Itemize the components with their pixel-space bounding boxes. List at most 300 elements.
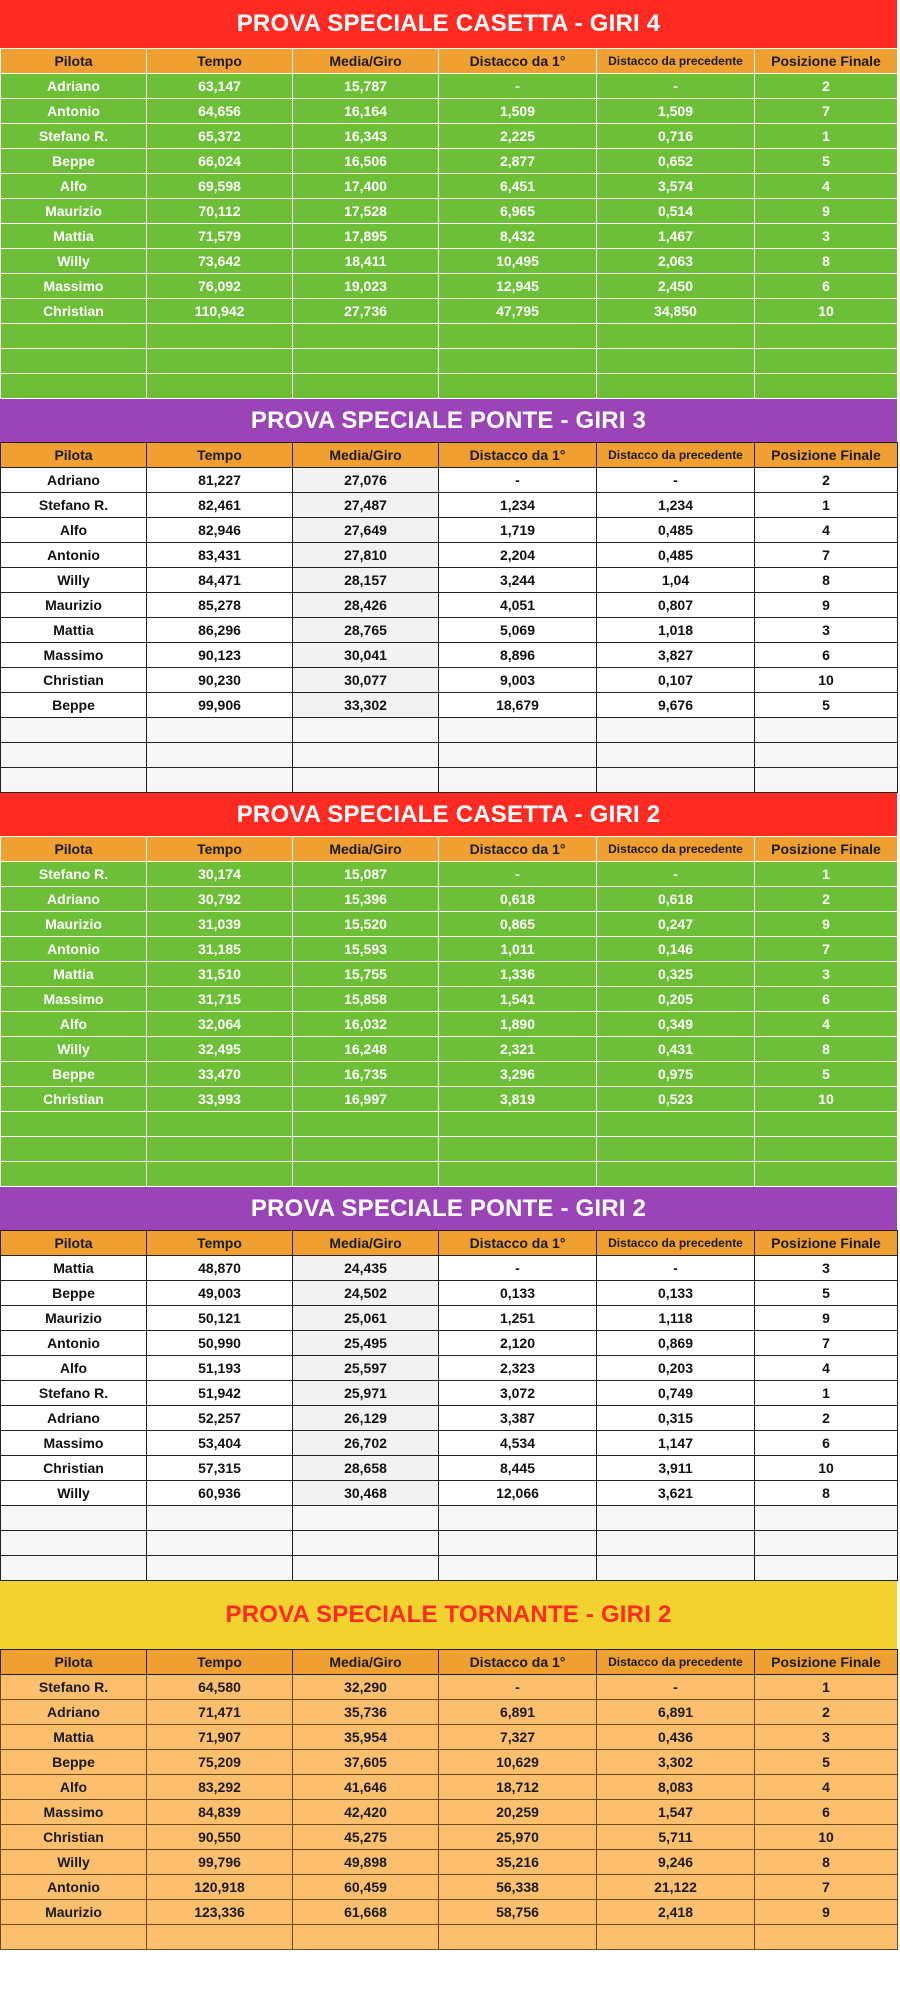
cell-posizione-finale: 3 xyxy=(755,962,898,987)
cell-tempo: 70,112 xyxy=(147,199,293,224)
column-header-distacco-precedente: Distacco da precedente xyxy=(597,1650,755,1675)
cell-tempo: 50,990 xyxy=(147,1331,293,1356)
cell-posizione-finale: 4 xyxy=(755,1356,898,1381)
column-header-media-giro: Media/Giro xyxy=(293,837,439,862)
cell-media-giro: 26,702 xyxy=(293,1431,439,1456)
cell-tempo: 123,336 xyxy=(147,1900,293,1925)
cell-distacco-primo: 5,069 xyxy=(439,618,597,643)
cell-distacco-primo: 2,321 xyxy=(439,1037,597,1062)
cell-distacco-precedente: 0,975 xyxy=(597,1062,755,1087)
cell-posizione-finale: 4 xyxy=(755,1775,898,1800)
empty-cell xyxy=(293,743,439,768)
cell-posizione-finale: 8 xyxy=(755,1037,898,1062)
cell-media-giro: 35,954 xyxy=(293,1725,439,1750)
cell-distacco-precedente: 0,349 xyxy=(597,1012,755,1037)
cell-posizione-finale: 6 xyxy=(755,274,898,299)
empty-cell xyxy=(597,349,755,374)
cell-posizione-finale: 3 xyxy=(755,618,898,643)
cell-distacco-precedente: 0,247 xyxy=(597,912,755,937)
cell-media-giro: 30,468 xyxy=(293,1481,439,1506)
empty-cell xyxy=(439,1531,597,1556)
cell-distacco-precedente: 1,509 xyxy=(597,99,755,124)
cell-distacco-precedente: 0,107 xyxy=(597,668,755,693)
table-row xyxy=(1,74,898,99)
table-row xyxy=(1,937,898,962)
column-header-pilota: Pilota xyxy=(1,443,147,468)
cell-distacco-primo: 2,120 xyxy=(439,1331,597,1356)
cell-posizione-finale: 3 xyxy=(755,1725,898,1750)
cell-posizione-finale: 1 xyxy=(755,1381,898,1406)
cell-pilota: Alfo xyxy=(1,518,147,543)
table-row xyxy=(1,1306,898,1331)
table-row xyxy=(1,1381,898,1406)
column-header-posizione-finale: Posizione Finale xyxy=(755,1231,898,1256)
empty-cell xyxy=(439,374,597,399)
cell-tempo: 81,227 xyxy=(147,468,293,493)
table-row xyxy=(1,149,898,174)
cell-tempo: 110,942 xyxy=(147,299,293,324)
cell-media-giro: 15,858 xyxy=(293,987,439,1012)
cell-media-giro: 16,248 xyxy=(293,1037,439,1062)
column-header-media-giro: Media/Giro xyxy=(293,1650,439,1675)
cell-posizione-finale: 8 xyxy=(755,1481,898,1506)
cell-distacco-primo: 2,204 xyxy=(439,543,597,568)
stage-section xyxy=(0,1581,900,1950)
column-header-pilota: Pilota xyxy=(1,837,147,862)
cell-distacco-primo: 2,225 xyxy=(439,124,597,149)
column-header-pilota: Pilota xyxy=(1,1650,147,1675)
column-header-posizione-finale: Posizione Finale xyxy=(755,49,898,74)
cell-posizione-finale: 9 xyxy=(755,912,898,937)
cell-distacco-primo: 4,534 xyxy=(439,1431,597,1456)
empty-cell xyxy=(597,743,755,768)
stage-section xyxy=(0,793,900,1187)
column-header-posizione-finale: Posizione Finale xyxy=(755,443,898,468)
column-header-media-giro: Media/Giro xyxy=(293,443,439,468)
cell-tempo: 33,470 xyxy=(147,1062,293,1087)
empty-row xyxy=(1,718,898,743)
stage-title: PROVA SPECIALE CASETTA - GIRI 2 xyxy=(0,793,897,836)
cell-pilota: Massimo xyxy=(1,274,147,299)
cell-tempo: 50,121 xyxy=(147,1306,293,1331)
empty-row xyxy=(1,324,898,349)
empty-cell xyxy=(1,1556,147,1581)
table-row xyxy=(1,124,898,149)
cell-posizione-finale: 10 xyxy=(755,1825,898,1850)
cell-posizione-finale: 1 xyxy=(755,493,898,518)
cell-media-giro: 60,459 xyxy=(293,1875,439,1900)
cell-posizione-finale: 5 xyxy=(755,1750,898,1775)
cell-distacco-primo: 56,338 xyxy=(439,1875,597,1900)
empty-cell xyxy=(439,743,597,768)
cell-posizione-finale: 4 xyxy=(755,174,898,199)
cell-posizione-finale: 5 xyxy=(755,1062,898,1087)
cell-media-giro: 27,736 xyxy=(293,299,439,324)
cell-posizione-finale: 10 xyxy=(755,1456,898,1481)
cell-pilota: Willy xyxy=(1,249,147,274)
cell-distacco-primo: 3,819 xyxy=(439,1087,597,1112)
empty-cell xyxy=(147,1137,293,1162)
cell-pilota: Stefano R. xyxy=(1,493,147,518)
cell-pilota: Antonio xyxy=(1,99,147,124)
cell-media-giro: 26,129 xyxy=(293,1406,439,1431)
cell-distacco-precedente: 0,485 xyxy=(597,543,755,568)
cell-media-giro: 15,755 xyxy=(293,962,439,987)
cell-distacco-primo: 0,133 xyxy=(439,1281,597,1306)
cell-distacco-precedente: 2,450 xyxy=(597,274,755,299)
cell-posizione-finale: 7 xyxy=(755,937,898,962)
cell-distacco-precedente: 0,205 xyxy=(597,987,755,1012)
cell-pilota: Maurizio xyxy=(1,199,147,224)
cell-posizione-finale: 8 xyxy=(755,1850,898,1875)
cell-distacco-primo: 3,244 xyxy=(439,568,597,593)
table-row xyxy=(1,1087,898,1112)
empty-cell xyxy=(1,374,147,399)
cell-pilota: Beppe xyxy=(1,149,147,174)
table-row xyxy=(1,1675,898,1700)
stage-section xyxy=(0,1187,900,1581)
cell-pilota: Christian xyxy=(1,1456,147,1481)
empty-cell xyxy=(755,768,898,793)
cell-posizione-finale: 10 xyxy=(755,299,898,324)
table-row xyxy=(1,1256,898,1281)
empty-row xyxy=(1,374,898,399)
empty-cell xyxy=(597,324,755,349)
cell-distacco-primo: 35,216 xyxy=(439,1850,597,1875)
cell-posizione-finale: 7 xyxy=(755,543,898,568)
empty-cell xyxy=(147,1531,293,1556)
results-table xyxy=(0,442,898,793)
table-row xyxy=(1,99,898,124)
cell-media-giro: 42,420 xyxy=(293,1800,439,1825)
cell-media-giro: 25,971 xyxy=(293,1381,439,1406)
table-row xyxy=(1,643,898,668)
cell-distacco-precedente: 0,133 xyxy=(597,1281,755,1306)
cell-media-giro: 45,275 xyxy=(293,1825,439,1850)
empty-cell xyxy=(755,1162,898,1187)
cell-media-giro: 28,658 xyxy=(293,1456,439,1481)
cell-tempo: 82,946 xyxy=(147,518,293,543)
empty-cell xyxy=(293,768,439,793)
cell-media-giro: 41,646 xyxy=(293,1775,439,1800)
cell-media-giro: 25,495 xyxy=(293,1331,439,1356)
cell-posizione-finale: 2 xyxy=(755,1406,898,1431)
empty-cell xyxy=(293,349,439,374)
cell-distacco-precedente: - xyxy=(597,1675,755,1700)
cell-distacco-precedente: 3,827 xyxy=(597,643,755,668)
empty-cell xyxy=(1,349,147,374)
cell-pilota: Willy xyxy=(1,1850,147,1875)
cell-tempo: 66,024 xyxy=(147,149,293,174)
cell-distacco-primo: 6,451 xyxy=(439,174,597,199)
cell-distacco-primo: 9,003 xyxy=(439,668,597,693)
cell-pilota: Beppe xyxy=(1,1281,147,1306)
cell-media-giro: 16,164 xyxy=(293,99,439,124)
cell-posizione-finale: 7 xyxy=(755,1875,898,1900)
cell-distacco-primo: 3,296 xyxy=(439,1062,597,1087)
cell-media-giro: 49,898 xyxy=(293,1850,439,1875)
cell-media-giro: 16,997 xyxy=(293,1087,439,1112)
empty-cell xyxy=(597,1162,755,1187)
cell-distacco-precedente: 3,574 xyxy=(597,174,755,199)
results-table xyxy=(0,1649,898,1950)
cell-pilota: Maurizio xyxy=(1,593,147,618)
cell-distacco-primo: 1,890 xyxy=(439,1012,597,1037)
column-header-distacco-precedente: Distacco da precedente xyxy=(597,837,755,862)
empty-cell xyxy=(1,718,147,743)
empty-cell xyxy=(293,1112,439,1137)
table-row xyxy=(1,862,898,887)
table-row xyxy=(1,199,898,224)
empty-row xyxy=(1,1162,898,1187)
cell-distacco-primo: 6,891 xyxy=(439,1700,597,1725)
cell-distacco-precedente: 0,146 xyxy=(597,937,755,962)
table-row xyxy=(1,693,898,718)
cell-distacco-precedente: 1,04 xyxy=(597,568,755,593)
empty-cell xyxy=(597,1112,755,1137)
empty-cell xyxy=(1,1162,147,1187)
column-header-distacco-precedente: Distacco da precedente xyxy=(597,49,755,74)
cell-media-giro: 15,520 xyxy=(293,912,439,937)
empty-cell xyxy=(293,1556,439,1581)
cell-tempo: 90,123 xyxy=(147,643,293,668)
cell-distacco-primo: 7,327 xyxy=(439,1725,597,1750)
cell-tempo: 31,039 xyxy=(147,912,293,937)
table-row xyxy=(1,224,898,249)
cell-pilota: Willy xyxy=(1,1481,147,1506)
cell-media-giro: 17,895 xyxy=(293,224,439,249)
cell-pilota: Antonio xyxy=(1,543,147,568)
results-table xyxy=(0,836,898,1187)
cell-tempo: 49,003 xyxy=(147,1281,293,1306)
cell-pilota: Mattia xyxy=(1,1725,147,1750)
cell-posizione-finale: 1 xyxy=(755,1675,898,1700)
empty-cell xyxy=(439,1137,597,1162)
empty-cell xyxy=(147,349,293,374)
cell-pilota: Stefano R. xyxy=(1,862,147,887)
cell-distacco-precedente: 0,869 xyxy=(597,1331,755,1356)
table-row xyxy=(1,1800,898,1825)
empty-row xyxy=(1,1531,898,1556)
cell-tempo: 65,372 xyxy=(147,124,293,149)
column-header-distacco-primo: Distacco da 1° xyxy=(439,443,597,468)
column-header-media-giro: Media/Giro xyxy=(293,1231,439,1256)
cell-tempo: 32,495 xyxy=(147,1037,293,1062)
empty-cell xyxy=(439,768,597,793)
empty-row xyxy=(1,349,898,374)
cell-media-giro: 27,076 xyxy=(293,468,439,493)
cell-posizione-finale: 9 xyxy=(755,199,898,224)
cell-pilota: Beppe xyxy=(1,1062,147,1087)
cell-distacco-primo: 1,234 xyxy=(439,493,597,518)
cell-distacco-precedente: 9,246 xyxy=(597,1850,755,1875)
cell-media-giro: 32,290 xyxy=(293,1675,439,1700)
cell-tempo: 82,461 xyxy=(147,493,293,518)
column-header-distacco-primo: Distacco da 1° xyxy=(439,1650,597,1675)
cell-posizione-finale: 1 xyxy=(755,124,898,149)
cell-tempo: 71,471 xyxy=(147,1700,293,1725)
cell-pilota: Antonio xyxy=(1,1331,147,1356)
cell-posizione-finale: 2 xyxy=(755,74,898,99)
column-header-pilota: Pilota xyxy=(1,49,147,74)
cell-distacco-primo: 1,336 xyxy=(439,962,597,987)
cell-posizione-finale: 9 xyxy=(755,1306,898,1331)
cell-pilota: Christian xyxy=(1,1825,147,1850)
cell-posizione-finale: 9 xyxy=(755,593,898,618)
cell-pilota: Stefano R. xyxy=(1,124,147,149)
cell-posizione-finale: 2 xyxy=(755,1700,898,1725)
empty-cell xyxy=(147,718,293,743)
empty-cell xyxy=(755,743,898,768)
cell-distacco-precedente: 0,485 xyxy=(597,518,755,543)
column-header-posizione-finale: Posizione Finale xyxy=(755,837,898,862)
empty-cell xyxy=(1,1137,147,1162)
table-row xyxy=(1,543,898,568)
cell-distacco-precedente: 0,618 xyxy=(597,887,755,912)
cell-distacco-primo: 1,011 xyxy=(439,937,597,962)
empty-cell xyxy=(293,324,439,349)
empty-cell xyxy=(293,1506,439,1531)
table-row xyxy=(1,987,898,1012)
cell-distacco-primo: 25,970 xyxy=(439,1825,597,1850)
table-row xyxy=(1,1037,898,1062)
cell-tempo: 83,431 xyxy=(147,543,293,568)
cell-media-giro: 24,502 xyxy=(293,1281,439,1306)
cell-posizione-finale: 4 xyxy=(755,518,898,543)
cell-distacco-precedente: - xyxy=(597,74,755,99)
cell-distacco-primo: 1,719 xyxy=(439,518,597,543)
table-row xyxy=(1,1725,898,1750)
empty-cell xyxy=(1,1925,147,1950)
cell-posizione-finale: 5 xyxy=(755,149,898,174)
cell-tempo: 30,792 xyxy=(147,887,293,912)
column-header-distacco-primo: Distacco da 1° xyxy=(439,49,597,74)
cell-pilota: Stefano R. xyxy=(1,1675,147,1700)
table-row xyxy=(1,1875,898,1900)
cell-media-giro: 19,023 xyxy=(293,274,439,299)
table-row xyxy=(1,299,898,324)
column-header-tempo: Tempo xyxy=(147,49,293,74)
empty-row xyxy=(1,768,898,793)
cell-tempo: 86,296 xyxy=(147,618,293,643)
cell-distacco-precedente: 0,325 xyxy=(597,962,755,987)
cell-distacco-primo: 12,066 xyxy=(439,1481,597,1506)
cell-distacco-primo: 47,795 xyxy=(439,299,597,324)
column-header-tempo: Tempo xyxy=(147,443,293,468)
cell-distacco-primo: 1,251 xyxy=(439,1306,597,1331)
cell-pilota: Christian xyxy=(1,668,147,693)
table-row xyxy=(1,1481,898,1506)
empty-cell xyxy=(1,1112,147,1137)
column-header-tempo: Tempo xyxy=(147,837,293,862)
table-row xyxy=(1,1900,898,1925)
cell-tempo: 31,715 xyxy=(147,987,293,1012)
cell-media-giro: 37,605 xyxy=(293,1750,439,1775)
empty-cell xyxy=(147,1506,293,1531)
table-row xyxy=(1,1012,898,1037)
cell-distacco-primo: 18,679 xyxy=(439,693,597,718)
table-row xyxy=(1,1281,898,1306)
table-row xyxy=(1,1850,898,1875)
empty-cell xyxy=(1,743,147,768)
column-header-posizione-finale: Posizione Finale xyxy=(755,1650,898,1675)
empty-cell xyxy=(597,1137,755,1162)
cell-tempo: 51,193 xyxy=(147,1356,293,1381)
empty-cell xyxy=(597,374,755,399)
cell-distacco-precedente: 1,147 xyxy=(597,1431,755,1456)
cell-distacco-primo: - xyxy=(439,862,597,887)
cell-media-giro: 16,032 xyxy=(293,1012,439,1037)
cell-pilota: Beppe xyxy=(1,1750,147,1775)
cell-pilota: Mattia xyxy=(1,224,147,249)
cell-distacco-precedente: 0,514 xyxy=(597,199,755,224)
cell-distacco-primo: 2,323 xyxy=(439,1356,597,1381)
table-row xyxy=(1,1356,898,1381)
cell-distacco-precedente: 9,676 xyxy=(597,693,755,718)
stage-title: PROVA SPECIALE TORNANTE - GIRI 2 xyxy=(0,1581,897,1649)
cell-distacco-primo: 8,445 xyxy=(439,1456,597,1481)
cell-tempo: 63,147 xyxy=(147,74,293,99)
cell-media-giro: 27,487 xyxy=(293,493,439,518)
cell-distacco-precedente: 0,315 xyxy=(597,1406,755,1431)
empty-cell xyxy=(1,1506,147,1531)
empty-cell xyxy=(439,1506,597,1531)
empty-row xyxy=(1,1506,898,1531)
stage-title: PROVA SPECIALE PONTE - GIRI 2 xyxy=(0,1187,897,1230)
cell-distacco-precedente: 1,234 xyxy=(597,493,755,518)
empty-cell xyxy=(755,324,898,349)
cell-distacco-primo: 1,541 xyxy=(439,987,597,1012)
cell-pilota: Alfo xyxy=(1,1775,147,1800)
cell-tempo: 76,092 xyxy=(147,274,293,299)
cell-media-giro: 28,765 xyxy=(293,618,439,643)
table-row xyxy=(1,518,898,543)
cell-tempo: 32,064 xyxy=(147,1012,293,1037)
cell-tempo: 71,907 xyxy=(147,1725,293,1750)
cell-media-giro: 16,343 xyxy=(293,124,439,149)
cell-posizione-finale: 5 xyxy=(755,693,898,718)
cell-pilota: Willy xyxy=(1,568,147,593)
empty-cell xyxy=(755,349,898,374)
cell-distacco-precedente: 6,891 xyxy=(597,1700,755,1725)
empty-cell xyxy=(597,1506,755,1531)
cell-pilota: Christian xyxy=(1,1087,147,1112)
cell-distacco-primo: 58,756 xyxy=(439,1900,597,1925)
cell-distacco-primo: 0,865 xyxy=(439,912,597,937)
cell-tempo: 90,230 xyxy=(147,668,293,693)
cell-distacco-primo: 0,618 xyxy=(439,887,597,912)
cell-tempo: 64,656 xyxy=(147,99,293,124)
table-row xyxy=(1,249,898,274)
cell-media-giro: 17,528 xyxy=(293,199,439,224)
empty-cell xyxy=(1,1531,147,1556)
cell-posizione-finale: 3 xyxy=(755,1256,898,1281)
cell-distacco-precedente: 8,083 xyxy=(597,1775,755,1800)
cell-media-giro: 27,649 xyxy=(293,518,439,543)
cell-pilota: Beppe xyxy=(1,693,147,718)
column-header-distacco-precedente: Distacco da precedente xyxy=(597,443,755,468)
empty-row xyxy=(1,743,898,768)
cell-tempo: 52,257 xyxy=(147,1406,293,1431)
cell-distacco-precedente: 0,652 xyxy=(597,149,755,174)
cell-media-giro: 35,736 xyxy=(293,1700,439,1725)
cell-tempo: 33,993 xyxy=(147,1087,293,1112)
cell-pilota: Maurizio xyxy=(1,1900,147,1925)
cell-distacco-primo: 2,877 xyxy=(439,149,597,174)
empty-cell xyxy=(755,718,898,743)
empty-cell xyxy=(755,1506,898,1531)
cell-tempo: 71,579 xyxy=(147,224,293,249)
